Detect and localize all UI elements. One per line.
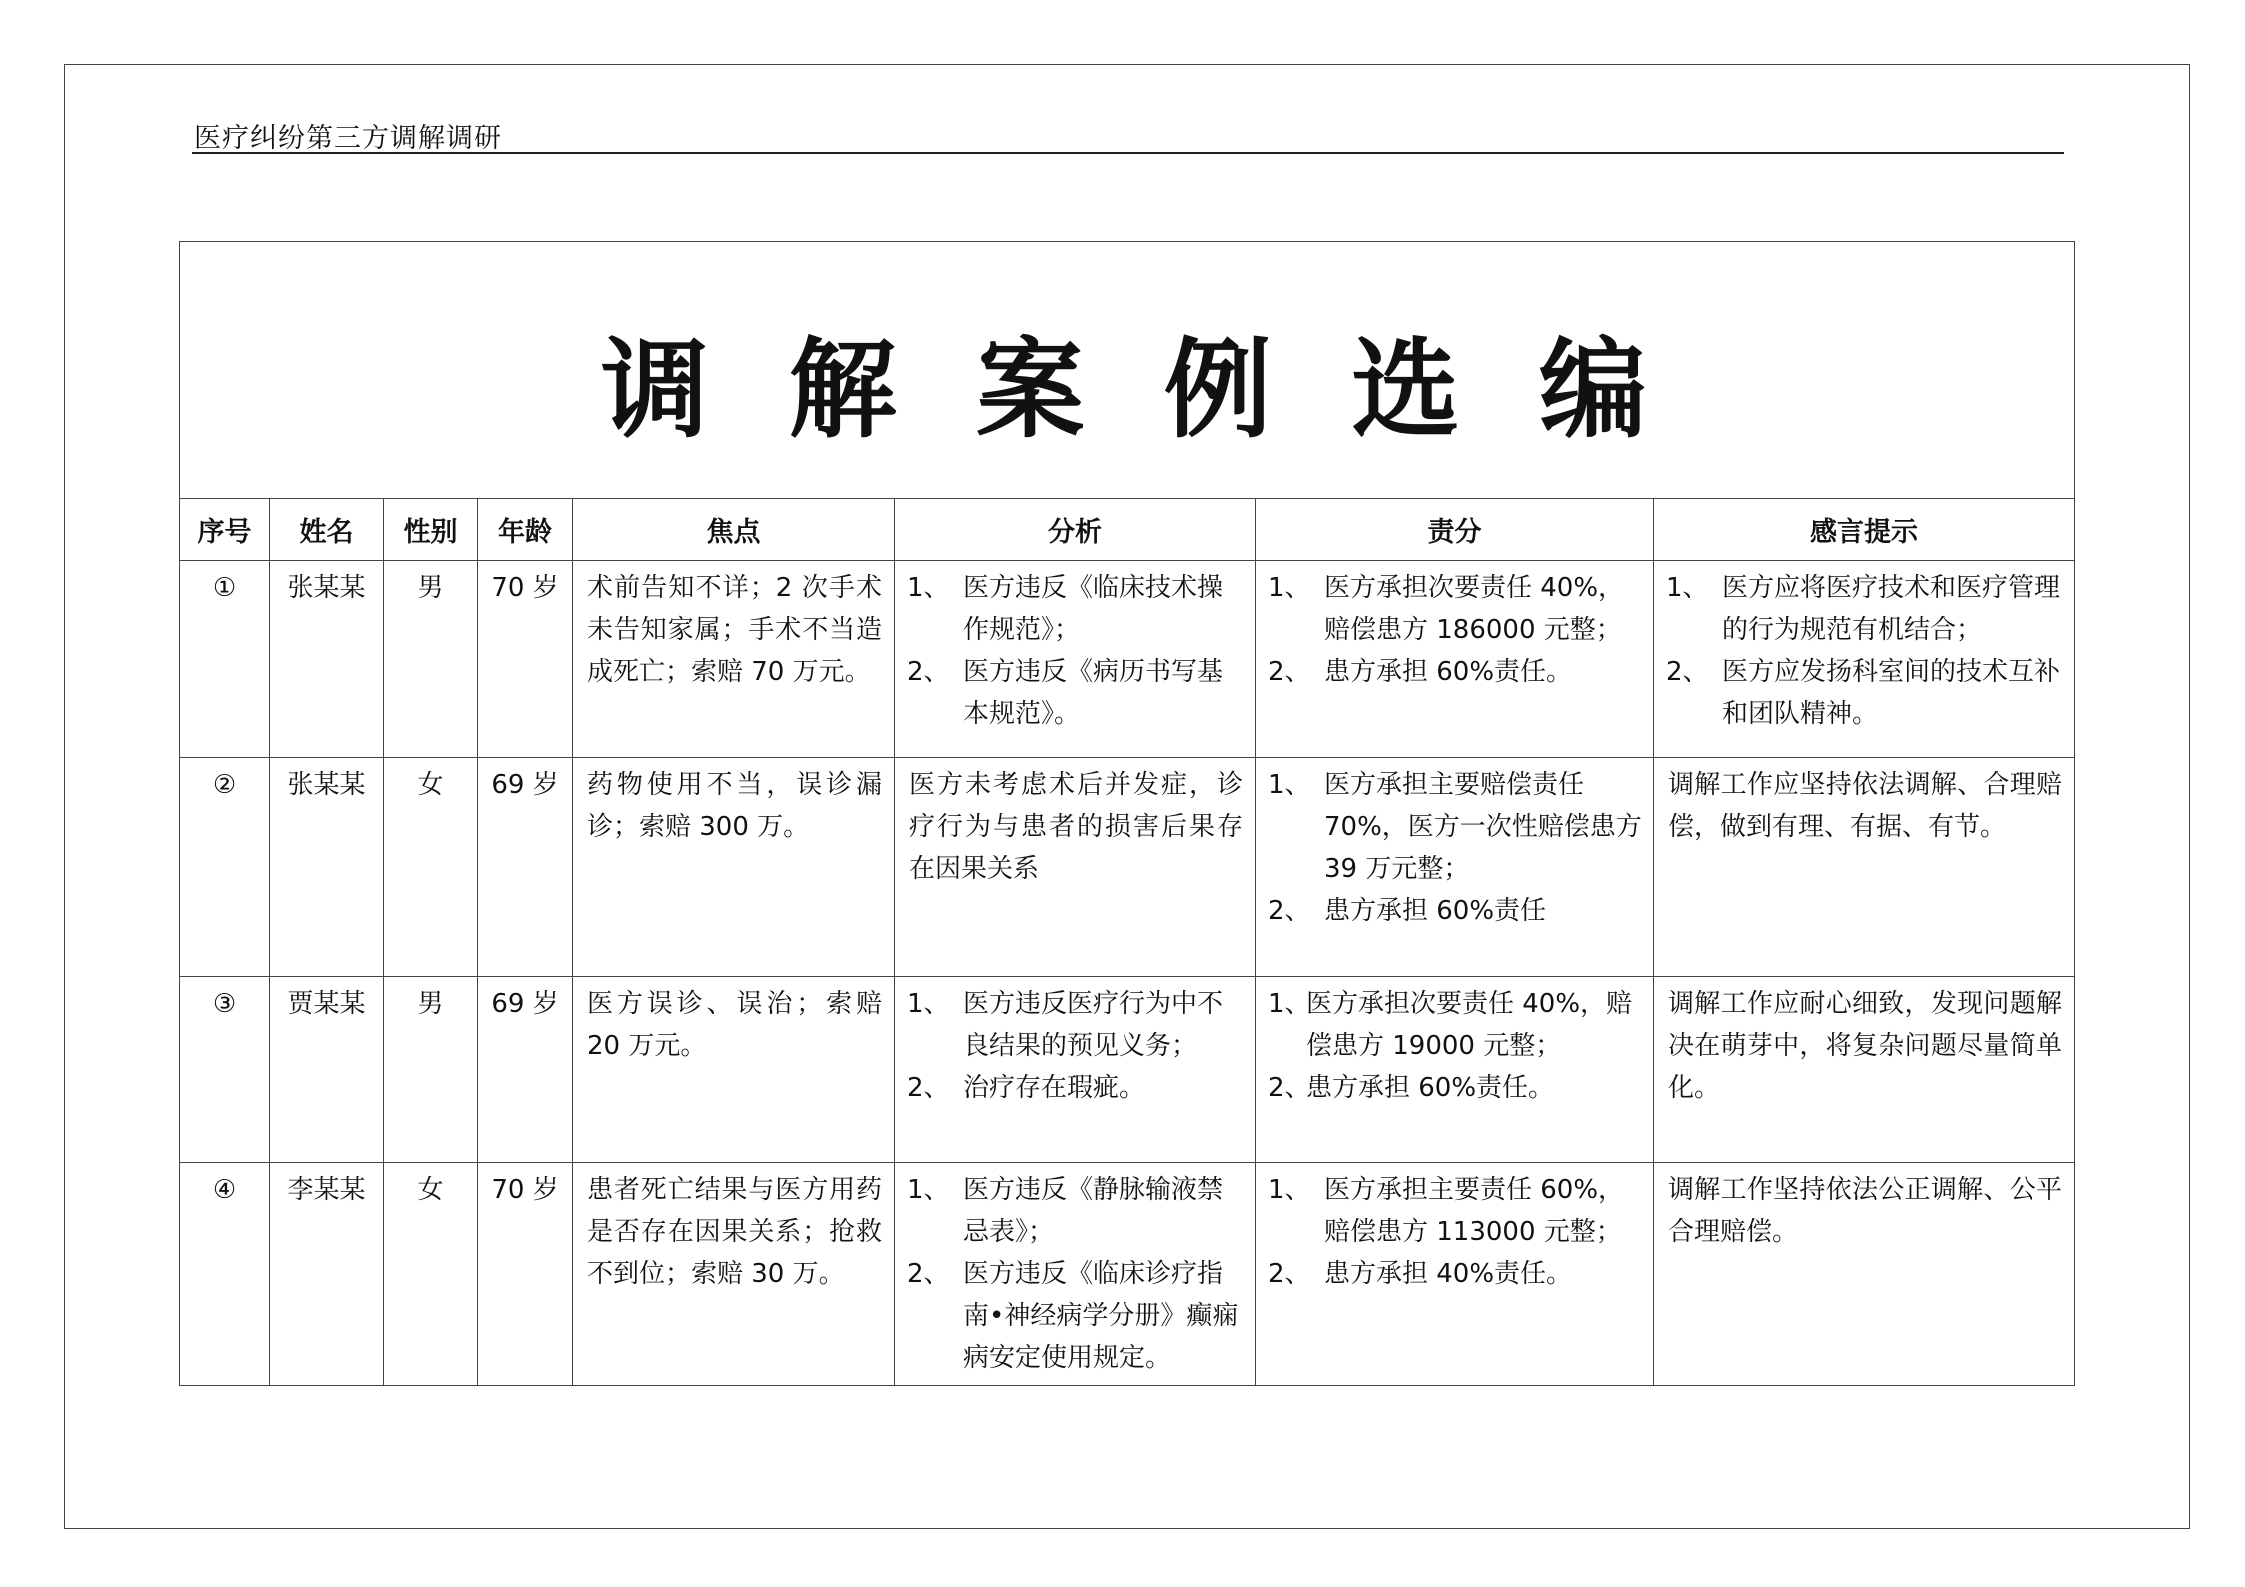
liability-item (1268, 567, 1643, 651)
remarks-item (1666, 567, 2064, 651)
item-number: 1、 (1268, 1175, 1311, 1205)
analysis-item (907, 1253, 1245, 1379)
column-header-row (180, 499, 2075, 561)
item-number: 2、 (1268, 1073, 1311, 1103)
item-number: 1、 (1666, 573, 1709, 603)
case-focus: 患者死亡结果与医方用药是否存在因果关系；抢救不到位；索赔 30 万。 (573, 1163, 895, 1386)
item-number: 2、 (907, 1073, 950, 1103)
liability-item (1268, 1067, 1643, 1109)
item-text: 医方违反《临床技术操作规范》； (963, 573, 1224, 645)
column-header-index: 序号 (180, 499, 270, 561)
item-number: 2、 (1268, 1259, 1311, 1289)
case-name: 张某某 (270, 758, 384, 977)
case-name: 李某某 (270, 1163, 384, 1386)
case-liability (1256, 977, 1654, 1163)
running-header: 医疗纠纷第三方调解调研 (194, 123, 502, 154)
item-text: 医方违反医疗行为中不良结果的预见义务； (963, 989, 1224, 1061)
analysis-item (907, 651, 1245, 735)
liability-item (1268, 1169, 1643, 1253)
case-analysis: 医方未考虑术后并发症，诊疗行为与患者的损害后果存在因果关系 (895, 758, 1256, 977)
case-index: ② (180, 758, 270, 977)
case-analysis (895, 561, 1256, 758)
item-number: 2、 (907, 657, 950, 687)
case-gender: 男 (384, 977, 478, 1163)
case-gender: 女 (384, 758, 478, 977)
case-age: 69 岁 (478, 977, 573, 1163)
document-title: 调 解 案 例 选 编 (601, 326, 1653, 453)
column-header-remarks: 感言提示 (1654, 499, 2075, 561)
case-analysis (895, 977, 1256, 1163)
item-number: 2、 (907, 1259, 950, 1289)
case-focus: 医方误诊、误治；索赔 20 万元。 (573, 977, 895, 1163)
case-index: ④ (180, 1163, 270, 1386)
case-index: ① (180, 561, 270, 758)
item-number: 1、 (1268, 573, 1311, 603)
case-liability (1256, 1163, 1654, 1386)
case-remarks: 调解工作坚持依法公正调解、公平合理赔偿。 (1654, 1163, 2075, 1386)
case-liability (1256, 561, 1654, 758)
liability-item (1268, 983, 1643, 1067)
case-gender: 男 (384, 561, 478, 758)
header-rule (192, 152, 2064, 154)
case-name: 张某某 (270, 561, 384, 758)
table-row (180, 977, 2075, 1163)
item-number: 1、 (907, 573, 950, 603)
item-text: 医方应发扬科室间的技术互补和团队精神。 (1722, 657, 2061, 729)
case-age: 70 岁 (478, 561, 573, 758)
liability-item (1268, 651, 1643, 693)
liability-item (1268, 764, 1643, 890)
analysis-item (907, 1067, 1245, 1109)
case-remarks: 调解工作应坚持依法调解、合理赔偿，做到有理、有据、有节。 (1654, 758, 2075, 977)
case-remarks (1654, 561, 2075, 758)
analysis-item (907, 567, 1245, 651)
item-number: 1、 (907, 1175, 950, 1205)
item-text: 医方应将医疗技术和医疗管理的行为规范有机结合； (1722, 573, 2061, 645)
item-text: 医方承担主要赔偿责任 70%，医方一次性赔偿患方 39 万元整； (1324, 770, 1642, 884)
item-text: 医方承担次要责任 40%，赔偿患方 186000 元整； (1324, 573, 1625, 645)
item-text: 治疗存在瑕疵。 (963, 1073, 1146, 1103)
item-number: 1、 (1268, 989, 1311, 1019)
remarks-item (1666, 651, 2064, 735)
case-focus: 药物使用不当，误诊漏诊；索赔 300 万。 (573, 758, 895, 977)
case-remarks: 调解工作应耐心细致，发现问题解决在萌芽中，将复杂问题尽量简单化。 (1654, 977, 2075, 1163)
item-number: 1、 (907, 989, 950, 1019)
case-gender: 女 (384, 1163, 478, 1386)
case-analysis (895, 1163, 1256, 1386)
case-index: ③ (180, 977, 270, 1163)
item-number: 2、 (1268, 657, 1311, 687)
column-header-name: 姓名 (270, 499, 384, 561)
case-age: 70 岁 (478, 1163, 573, 1386)
column-header-age: 年龄 (478, 499, 573, 561)
table-row (180, 758, 2075, 977)
case-focus: 术前告知不详；2 次手术未告知家属；手术不当造成死亡；索赔 70 万元。 (573, 561, 895, 758)
item-text: 医方违反《病历书写基本规范》。 (963, 657, 1224, 729)
item-text: 医方承担次要责任 40%，赔偿患方 19000 元整； (1306, 989, 1633, 1061)
table-row (180, 1163, 2075, 1386)
liability-item (1268, 890, 1643, 932)
item-text: 医方违反《临床诊疗指南•神经病学分册》癫痫病安定使用规定。 (963, 1259, 1239, 1373)
analysis-item (907, 1169, 1245, 1253)
item-text: 患方承担 40%责任。 (1324, 1259, 1573, 1289)
item-text: 患方承担 60%责任。 (1324, 657, 1573, 687)
case-age: 69 岁 (478, 758, 573, 977)
case-liability (1256, 758, 1654, 977)
analysis-item (907, 983, 1245, 1067)
column-header-analysis: 分析 (895, 499, 1256, 561)
item-text: 患方承担 60%责任 (1324, 896, 1547, 926)
item-text: 医方违反《静脉输液禁忌表》； (963, 1175, 1224, 1247)
item-number: 2、 (1268, 896, 1311, 926)
case-name: 贾某某 (270, 977, 384, 1163)
column-header-gender: 性别 (384, 499, 478, 561)
title-cell (180, 242, 2075, 499)
item-number: 1、 (1268, 770, 1311, 800)
column-header-liability: 责分 (1256, 499, 1654, 561)
item-number: 2、 (1666, 657, 1709, 687)
table-row (180, 561, 2075, 758)
case-table (179, 241, 2075, 1386)
item-text: 医方承担主要责任 60%，赔偿患方 113000 元整； (1324, 1175, 1625, 1247)
liability-item (1268, 1253, 1643, 1295)
item-text: 患方承担 60%责任。 (1306, 1073, 1555, 1103)
column-header-focus: 焦点 (573, 499, 895, 561)
